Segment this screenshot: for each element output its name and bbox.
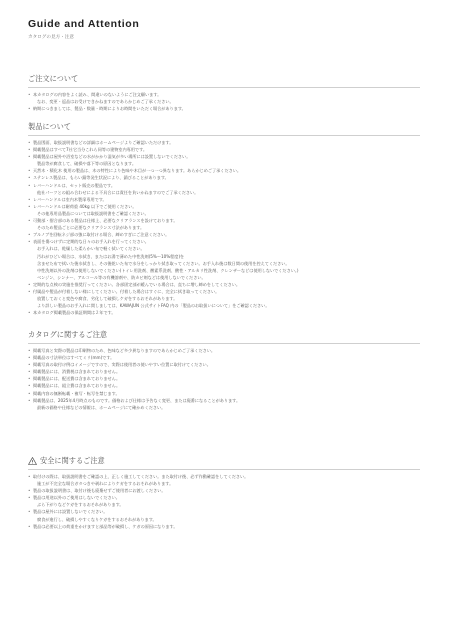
list-item-continuation: お手入れは、乾燥した柔らかい布で軽く拭いてください。	[37, 246, 145, 252]
section-catalog-notes	[28, 330, 428, 411]
section-heading	[28, 74, 428, 84]
list-item: • 本カタログの内容をよく読み、間違いのないようにご注文願います。	[28, 91, 428, 98]
section-safety	[28, 456, 428, 530]
section-list	[28, 91, 428, 112]
list-item: • ステンレス製品は、もらい錆等発生状況により、錆びることがあります。	[28, 174, 428, 181]
list-item-continuation: ベンジン、シンナー、アルコール等の有機溶剤や、防カビ剤などは使用しないでください。	[37, 274, 206, 280]
list-item-continuation: 腐食が進行し、破損しやすくなりケガをするおそれがあります。	[37, 516, 157, 522]
section-list	[28, 139, 428, 316]
list-item: • 掲載写真の取付け例はイメージですので、実際は使用者の使いやすい位置に取付けてください。	[28, 361, 428, 368]
list-item-continuation: 施工が不完全な場合ガタつきや剥れによりケガをするおそれがあります。	[37, 481, 174, 487]
list-item: • 掲載製品には、組立費は含まれておりません。	[28, 382, 428, 389]
list-item: • 掲載内容の無断転載・複写・転写を禁じます。	[28, 390, 428, 397]
section-heading-text: 安全に関するご注意	[40, 456, 105, 465]
list-item-continuation: より詳しい製品のお手入れに関しましては、KAWAJUN 公式サイトFAQ 内の「製品のお取扱いについて」をご確認ください。	[37, 303, 270, 309]
list-item: • レバーハンドルは室内木製扉専用です。	[28, 196, 428, 203]
section-list	[28, 347, 428, 411]
list-item-continuation: そのため製品ごとに必要なクリアランス寸法があります。	[37, 225, 145, 231]
list-item-continuation: その他専用品製品については取扱説明書をご確認ください。	[37, 210, 149, 216]
list-item-continuation: 最新の価格や仕様などの情報は、ホームページにて確かめください。	[37, 404, 166, 410]
list-item: • 製品は必要以上の荷重をかけますと部品等が破損し、ケガの原因になります。	[28, 523, 428, 530]
list-item: • 掲載製品には、配送費は含まれておりません。	[28, 375, 428, 382]
list-item: • レバーハンドルは、セット販売の製品です。	[28, 182, 428, 189]
section-divider	[28, 469, 420, 470]
list-item-continuation: 他社パーツとの組み合わせによる不具合には責任を負いかねますのでご了承ください。	[37, 189, 199, 195]
section-heading	[28, 330, 428, 340]
section-heading-text: カタログに関するご注意	[28, 330, 108, 339]
section-heading-text: 製品について	[28, 122, 71, 131]
section-order	[28, 74, 428, 112]
list-item: • 掲載写真と実際の製品は印刷物のため、色味など多少異なりますのであらかじめご了承ください。	[28, 347, 428, 354]
list-item: • レバーハンドルは耐荷重 40kg 以下でご使用ください。	[28, 203, 428, 210]
list-item: • 定期的な点検の実施を推奨行ってください。各部固定部が緩んでいる場合は、直ちに増し締めをしてください。	[28, 281, 428, 288]
section-divider	[28, 87, 420, 88]
list-item: • 天然木・積化木 使用の製品は、木の特性により色味や木目が一つ一つ異なります。あらかじめご了承ください。	[28, 167, 428, 174]
warning-triangle-icon	[28, 457, 37, 465]
list-item: • 掲載製品は屋外や浴室などの水がかかり湿気が多い場所には設置しないでください。	[28, 153, 428, 160]
list-item: • 表面を傷つけずに定期的な日々のお手入れを行ってください。	[28, 238, 428, 245]
list-item: • 製品図面、取扱説明書などの詳細はホームページよりご確認いただけます。	[28, 139, 428, 146]
list-item: • 掲載製品はすべて7社它当分これら同等の建物室内専用です。	[28, 146, 428, 153]
list-item: • 掲載品の寸法単位はすべてミリ(mm)です。	[28, 354, 428, 361]
section-products	[28, 122, 428, 316]
list-item-continuation: 放置しておくと変色や腐食、劣化して破損しケガをするおそれがあります。	[37, 296, 178, 302]
list-item: • 掲載製品には、消費税は含まれておりません。	[28, 368, 428, 375]
list-item: • ブルノブを回転ネジ部の強に取付ける場合、締めすぎにご注意ください。	[28, 231, 428, 238]
list-item-continuation: 汚れがひどい場合は、水拭き、またはお湯で薄めた中性洗剤(5%〜10%程度)を	[37, 253, 185, 259]
list-item: • 製品の取扱説明書は、取付け後も廃棄せずご使用者にお渡しください。	[28, 487, 428, 494]
section-list	[28, 473, 428, 530]
section-heading	[28, 456, 428, 466]
list-item: • 製品は屋外には設置しないでください。	[28, 508, 428, 515]
section-divider	[28, 343, 420, 344]
list-item-continuation: ぶら下がりなどケガをするおそれがあります。	[37, 502, 124, 508]
list-item: • 可動部・摺合部のある製品は仕様上、必要なクリアランスを設けております。	[28, 217, 428, 224]
section-heading	[28, 122, 428, 132]
page-subtitle: カタログの見方・注意	[28, 35, 74, 40]
list-item-continuation: 製品等が腐食して、破損や落下等の原因となります。	[37, 161, 136, 167]
page-title: Guide and Attention	[28, 18, 140, 30]
section-divider	[28, 135, 420, 136]
list-item: • 付属品や製品が付着しない様にしてください。付着した場合はすぐに、完全に拭き取ってください。	[28, 288, 428, 295]
list-item-continuation: 中性洗剤以外の洗剤は使用しないでください(トイレ用洗剤、酸素系洗剤、酸性・アルカリ性洗剤、クレンザーなどは使用しないでください。)	[37, 267, 299, 273]
list-item: • 取付けの際は、取扱説明書をご確認の上、正しく施工してください。また取付け後、必ず作動確認をしてください。	[28, 473, 428, 480]
list-item-continuation: 含ませた布で拭いた後水拭きし、その後乾いた布で水分をしっかり拭き取ってください。お手入れ後は数日間の使用を控えてください。	[37, 260, 290, 266]
list-item-continuation: なお、変更・返品はお受けできかねますのであらかじめご了承ください。	[37, 99, 174, 105]
list-item: • 掲載製品は、2025年4月時点のものです。価格および仕様は予告なく変更、または廃番になることがあります。	[28, 397, 428, 404]
list-item: • 製品は用途以外のご使用はしないでください。	[28, 494, 428, 501]
list-item: • 納期につきましては、製品・数量・時期によりお時間をいただく場合があります。	[28, 105, 428, 112]
page-header	[28, 18, 428, 41]
section-heading-text: ご注文について	[28, 74, 79, 83]
list-item: • 本カタログ掲載製品の保証期間は２年です。	[28, 309, 428, 316]
